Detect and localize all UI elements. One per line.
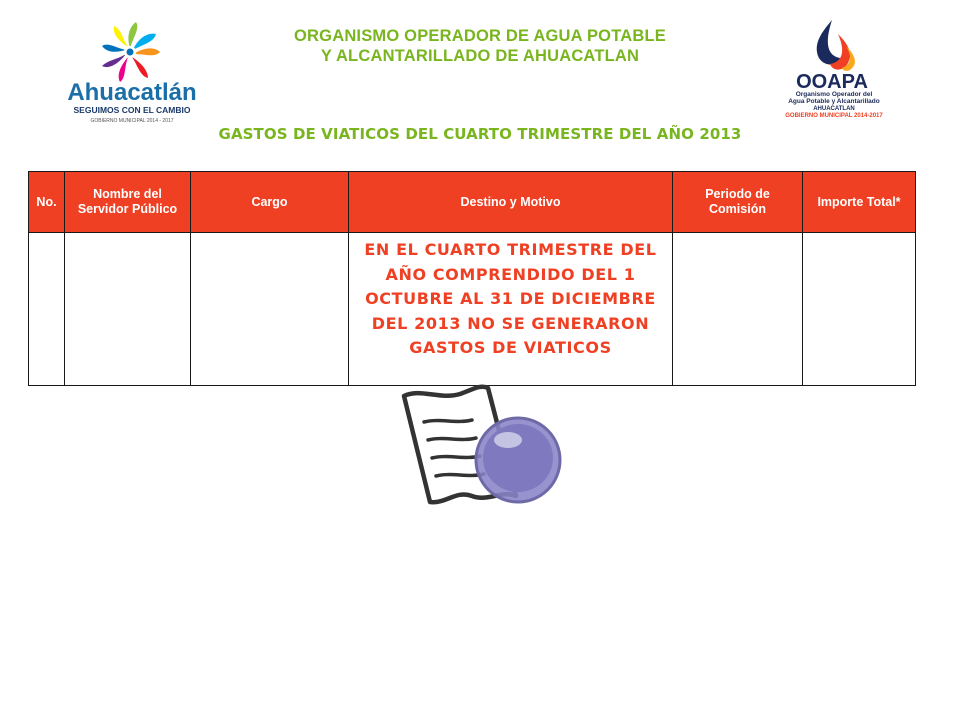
ooapa-logo-line3: AHUACATLAN [813, 106, 855, 112]
organization-title-line1: ORGANISMO OPERADOR DE AGUA POTABLE [294, 27, 666, 45]
ooapa-logo-line1: Organismo Operador del [795, 91, 873, 98]
viaticos-table [28, 171, 916, 386]
table-row [29, 233, 916, 386]
organization-title-line2: Y ALCANTARILLADO DE AHUACATLAN [320, 47, 640, 65]
ahuacatlan-logo [52, 18, 212, 126]
ahuacatlan-logo-slogan: SEGUIMOS CON EL CAMBIO [73, 105, 191, 115]
ooapa-logo [766, 16, 906, 122]
document-magnifier-icon [390, 378, 570, 528]
no-expenses-note: EN EL CUARTO TRIMESTRE DEL AÑO COMPRENDIDO DEL 1 OCTUBRE AL 31 DE DICIEMBRE DEL 2013 NO SE GENERARON GASTOS DE VIATICOS [364, 240, 657, 357]
cell-cargo [191, 233, 349, 386]
column-header-destino: Destino y Motivo [349, 172, 673, 233]
cell-periodo [673, 233, 803, 386]
column-header-nombre: Nombre del Servidor Público [65, 172, 191, 233]
ooapa-logo-line2: Agua Potable y Alcantarillado [788, 98, 880, 105]
column-header-periodo: Periodo de Comisión [673, 172, 803, 233]
column-header-importe: Importe Total* [803, 172, 916, 233]
table-header-row [29, 172, 916, 233]
cell-importe [803, 233, 916, 386]
cell-destino [349, 233, 673, 386]
column-header-cargo: Cargo [191, 172, 349, 233]
document-subtitle: GASTOS DE VIATICOS DEL CUARTO TRIMESTRE DEL AÑO 2013 [218, 125, 742, 143]
column-header-no: No. [29, 172, 65, 233]
ahuacatlan-logo-period: GOBIERNO MUNICIPAL 2014 - 2017 [90, 118, 174, 124]
cell-no [29, 233, 65, 386]
cell-nombre [65, 233, 191, 386]
ooapa-logo-line4: GOBIERNO MUNICIPAL 2014-2017 [785, 113, 883, 119]
organization-title [200, 26, 760, 66]
ahuacatlan-logo-name: Ahuacatlán [67, 79, 197, 106]
ooapa-logo-name: OOAPA [796, 71, 868, 93]
